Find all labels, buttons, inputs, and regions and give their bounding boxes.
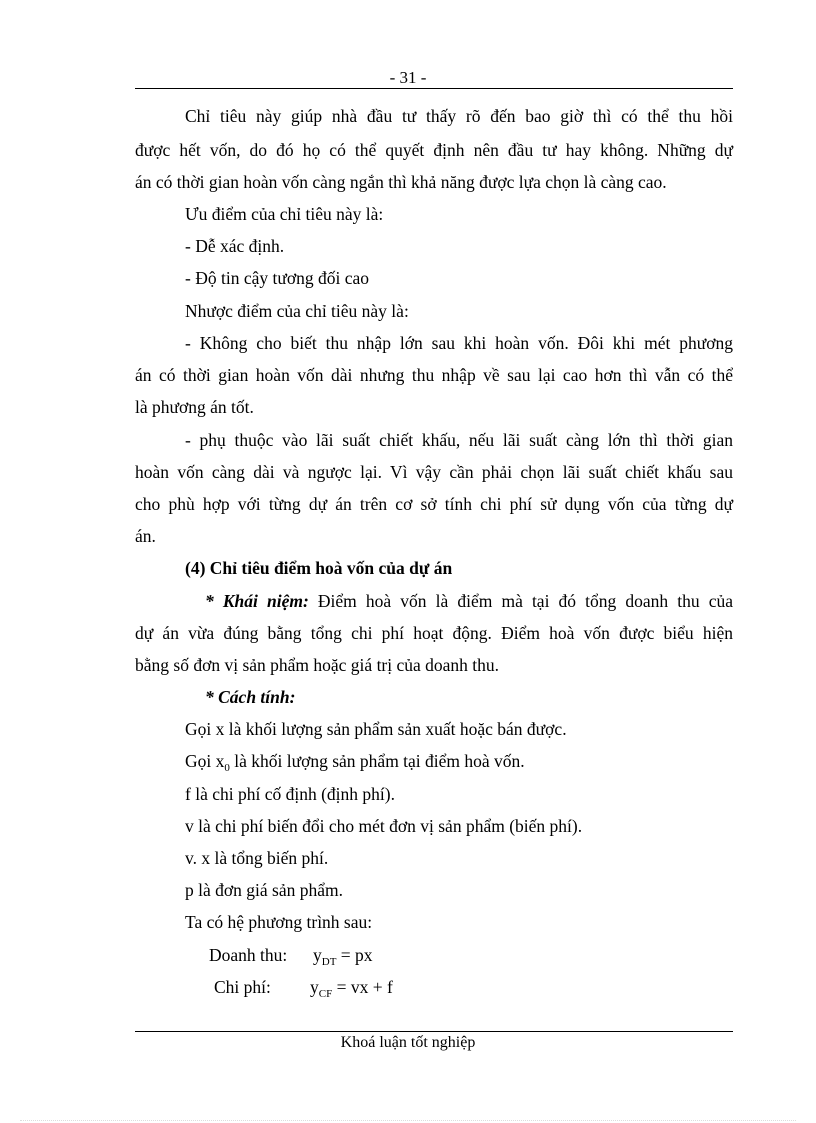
paragraph-line: hoàn vốn càng dài và ngược lại. Vì vậy cần phải chọn lãi suất chiết khấu sau xyxy=(135,462,733,482)
footer-text: Khoá luận tốt nghiệp xyxy=(340,1034,476,1051)
list-item: - Không cho biết thu nhập lớn sau khi hoàn vốn. Đôi khi mét phương xyxy=(185,333,733,353)
definition-line: v là chi phí biến đổi cho mét đơn vị sản phẩm (biến phí). xyxy=(185,816,583,836)
paragraph-line: dự án vừa đúng bằng tổng chi phí hoạt động. Điểm hoà vốn được biểu hiện xyxy=(135,623,733,643)
definition-text: là khối lượng sản phẩm tại điểm hoà vốn. xyxy=(229,751,525,771)
advantages-heading: Ưu điểm của chỉ tiêu này là: xyxy=(185,204,384,224)
equation-rhs: = vx + f xyxy=(332,977,393,997)
equation-revenue xyxy=(313,943,513,967)
page-edge-divider xyxy=(20,1120,796,1121)
paragraph-line: án có thời gian hoàn vốn càng ngắn thì khả năng được lựa chọn là càng cao. xyxy=(135,172,667,192)
section-heading: (4) Chỉ tiêu điểm hoà vốn của dự án xyxy=(185,558,453,578)
subscript: 0 xyxy=(224,762,230,774)
definition-line: p là đơn giá sản phẩm. xyxy=(185,880,343,900)
concept-line xyxy=(205,589,733,613)
method-label: * Cách tính: xyxy=(205,687,296,707)
equation-cost xyxy=(310,975,510,999)
list-item: - Dễ xác định. xyxy=(185,236,285,256)
definition-prefix: Gọi x xyxy=(185,751,225,771)
equation-var: y xyxy=(313,945,322,965)
subscript: CF xyxy=(318,988,333,1000)
header-rule xyxy=(135,88,733,89)
paragraph-line: án có thời gian hoàn vốn dài nhưng thu nhập về sau lại cao hơn thì vẫn có thể xyxy=(135,365,733,385)
paragraph-line: Chỉ tiêu này giúp nhà đầu tư thấy rõ đến bao giờ thì có thể thu hồi xyxy=(185,106,733,126)
paragraph-line: là phương án tốt. xyxy=(135,397,254,417)
concept-text: Điểm hoà vốn là điểm mà tại đó tổng doanh thu của xyxy=(308,591,733,611)
paragraph-line: được hết vốn, do đó họ có thể quyết định nên đầu tư hay không. Những dự xyxy=(135,140,733,160)
paragraph-line: án. xyxy=(135,526,156,546)
equation-label: Chi phí: xyxy=(214,977,271,997)
page-number: - 31 - xyxy=(389,68,427,87)
paragraph-line: cho phù hợp với từng dự án trên cơ sở tính chi phí sử dụng vốn của từng dự xyxy=(135,494,733,514)
list-item: - Độ tin cậy tương đối cao xyxy=(185,268,369,288)
footer-rule xyxy=(135,1031,733,1032)
disadvantages-heading: Nhược điểm của chỉ tiêu này là: xyxy=(185,301,409,321)
definition-line: Gọi x là khối lượng sản phẩm sản xuất hoặc bán được. xyxy=(185,719,567,739)
equation-label: Doanh thu: xyxy=(209,945,288,965)
paragraph-line: bằng số đơn vị sản phẩm hoặc giá trị của doanh thu. xyxy=(135,655,500,675)
list-item: - phụ thuộc vào lãi suất chiết khấu, nếu lãi suất càng lớn thì thời gian xyxy=(185,430,733,450)
definition-line: v. x là tổng biến phí. xyxy=(185,848,329,868)
definition-line xyxy=(185,749,733,773)
system-intro: Ta có hệ phương trình sau: xyxy=(185,912,373,932)
concept-label: * Khái niệm: xyxy=(205,591,309,611)
equation-rhs: = px xyxy=(336,945,373,965)
subscript: DT xyxy=(321,956,337,968)
equation-var: y xyxy=(310,977,319,997)
definition-line: f là chi phí cố định (định phí). xyxy=(185,784,395,804)
